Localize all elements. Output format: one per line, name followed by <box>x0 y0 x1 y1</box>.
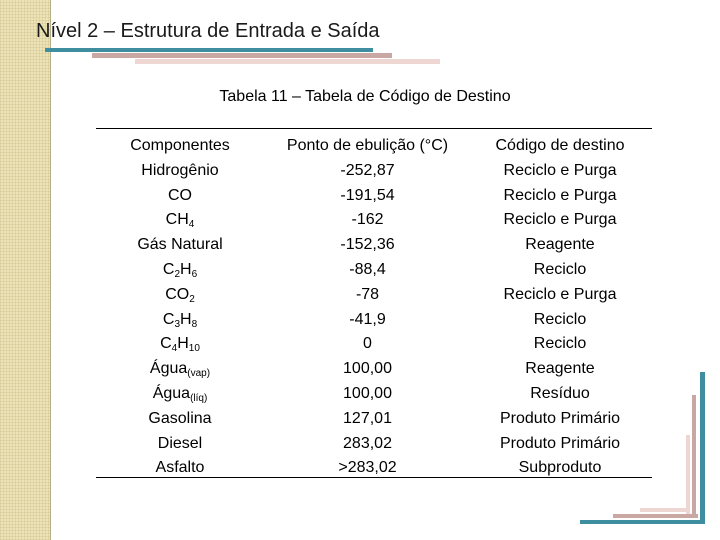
corner-bar-pink-vertical <box>686 435 690 515</box>
boiling-point-column <box>280 134 455 477</box>
boiling-point-cell: 100,00 <box>343 384 392 402</box>
component-subscript: 8 <box>191 318 198 330</box>
corner-bar-rose-horizontal <box>613 514 698 518</box>
corner-bar-rose-vertical <box>692 395 696 515</box>
boiling-point-cell: -252,87 <box>340 161 395 179</box>
title-underline-teal <box>45 48 373 52</box>
destination-code-cell: Reciclo <box>533 335 587 353</box>
component-subscript: 3 <box>174 318 180 330</box>
component-text: Água <box>152 384 191 402</box>
column-header-destination-code: Código de destino <box>495 137 625 154</box>
destination-code-cell: Reciclo e Purga <box>503 161 617 179</box>
boiling-point-cell: -152,36 <box>340 236 395 254</box>
component-text: Gás Natural <box>137 236 223 254</box>
components-column <box>100 134 260 477</box>
column-header-boiling-point: Ponto de ebulição (°C) <box>286 137 449 154</box>
destination-code-cell: Reciclo e Purga <box>503 211 617 229</box>
decorative-side-band <box>0 0 50 540</box>
title-underline-rose <box>92 53 392 58</box>
component-cell <box>100 357 260 382</box>
corner-bar-teal-horizontal <box>580 520 705 524</box>
component-cell <box>100 332 260 357</box>
boiling-point-cell: -88,4 <box>349 260 386 278</box>
component-text: Hidrogênio <box>141 161 219 179</box>
component-cell <box>100 283 260 308</box>
column-header-components: Componentes <box>130 137 230 154</box>
slide-title: Nível 2 – Estrutura de Entrada e Saída <box>36 20 380 42</box>
component-text: Diesel <box>157 434 203 452</box>
destination-code-cell: Resíduo <box>530 384 590 402</box>
table-caption: Tabela 11 – Tabela de Código de Destino <box>219 88 511 105</box>
component-cell <box>100 159 260 184</box>
component-text: CO <box>168 186 192 204</box>
component-text: H <box>180 310 192 328</box>
component-text: C <box>162 310 175 328</box>
side-band-border <box>50 0 51 540</box>
boiling-point-cell: -191,54 <box>340 186 395 204</box>
component-cell <box>100 308 260 333</box>
component-text: CH <box>165 211 189 229</box>
boiling-point-cell: 127,01 <box>343 409 392 427</box>
component-subscript: 4 <box>171 343 178 355</box>
destination-code-cell: Produto Primário <box>499 409 621 427</box>
destination-code-cell: Reciclo <box>533 260 587 278</box>
component-subscript: (líq) <box>190 392 208 404</box>
component-subscript: 4 <box>188 219 195 231</box>
corner-bar-teal-vertical <box>700 372 705 522</box>
component-text: C <box>160 335 172 353</box>
boiling-point-cell: -41,9 <box>349 310 386 328</box>
boiling-point-cell: -162 <box>351 211 384 229</box>
boiling-point-cell: -78 <box>355 285 380 303</box>
component-cell <box>100 456 260 481</box>
component-cell <box>100 258 260 283</box>
component-text: H <box>180 260 192 278</box>
title-underline-pink <box>135 59 440 64</box>
destination-code-cell: Subproduto <box>518 459 602 477</box>
component-text: C <box>162 260 175 278</box>
boiling-point-cell: 0 <box>363 335 372 353</box>
component-cell <box>100 233 260 258</box>
component-subscript: (vap) <box>187 368 211 380</box>
component-text: H <box>177 335 189 353</box>
component-text: CO <box>165 285 190 303</box>
corner-bar-pink-horizontal <box>640 508 690 512</box>
destination-code-cell: Reagente <box>525 236 595 254</box>
destination-code-cell: Reagente <box>525 360 595 378</box>
component-subscript: 2 <box>189 293 195 305</box>
component-cell <box>100 208 260 233</box>
component-text: Gasolina <box>148 409 212 427</box>
component-subscript: 6 <box>191 268 198 280</box>
component-cell <box>100 184 260 209</box>
boiling-point-cell: >283,02 <box>338 459 397 477</box>
destination-code-column <box>475 134 645 477</box>
boiling-point-cell: 283,02 <box>343 434 392 452</box>
destination-code-cell: Produto Primário <box>499 434 621 452</box>
component-subscript: 10 <box>188 343 200 355</box>
component-cell <box>100 407 260 432</box>
component-subscript: 2 <box>174 268 180 280</box>
component-cell <box>100 432 260 457</box>
boiling-point-cell: 100,00 <box>343 360 392 378</box>
destination-code-cell: Reciclo e Purga <box>503 186 617 204</box>
destination-code-cell: Reciclo <box>533 310 587 328</box>
table-top-rule <box>96 128 652 129</box>
component-text: Asfalto <box>155 459 205 477</box>
destination-code-cell: Reciclo e Purga <box>503 285 617 303</box>
component-cell <box>100 382 260 407</box>
component-text: Água <box>149 360 188 378</box>
